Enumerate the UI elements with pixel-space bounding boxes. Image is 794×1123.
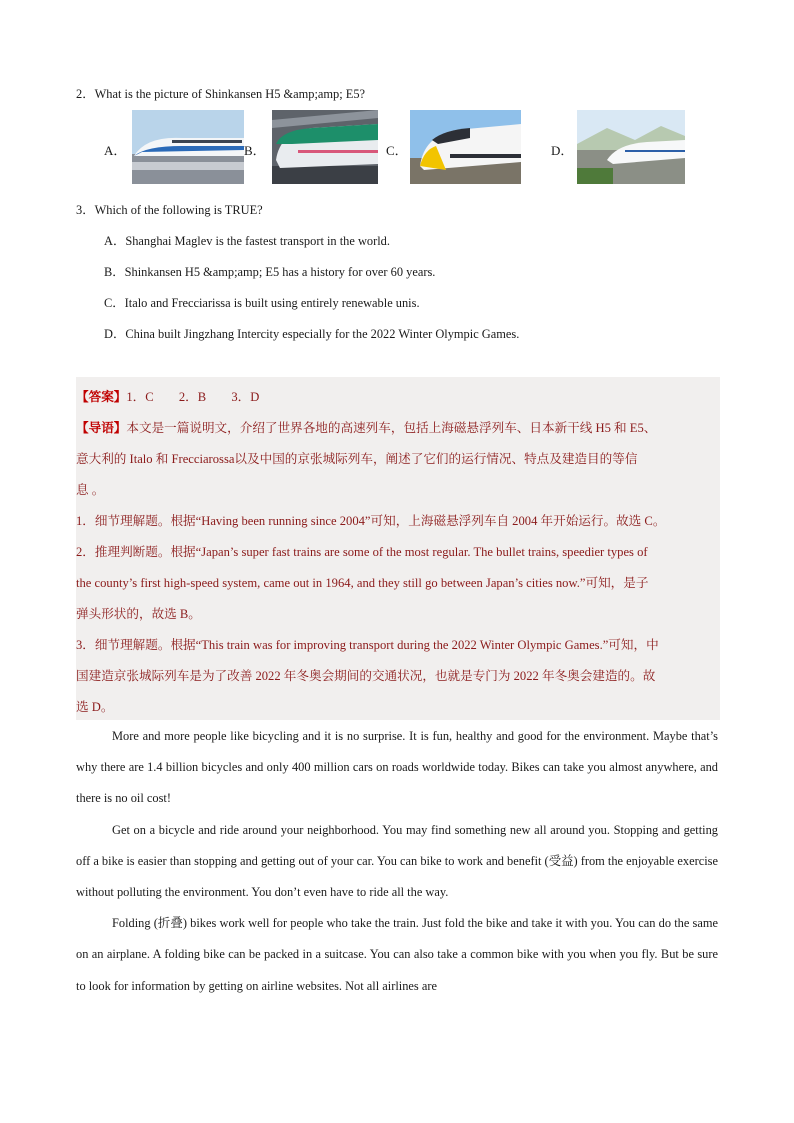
explanation-line-5: 3．细节理解题。根据“This train was for improving transport during the 2022 Winter Olympic Games.”可知，中 <box>76 638 659 652</box>
guide-tag: 【导语】 <box>76 421 127 435</box>
guide-line-3: 息 。 <box>76 483 105 497</box>
guide-text-1: 本文是一篇说明文，介绍了世界各地的高速列车，包括上海磁悬浮列车、日本新干线 H5 和 E5、 <box>126 421 657 435</box>
explanation-line-3: the county’s first high-speed system, came out in 1964, and they still go between Japan’s cities now.”可知，是子 <box>76 576 649 590</box>
intercity-train-photo[interactable] <box>577 110 685 184</box>
option-d-label: D． <box>551 143 574 158</box>
question-2-stem: 2．What is the picture of Shinkansen H5 &amp;amp; E5? <box>76 87 366 101</box>
passage-paragraph-2: Get on a bicycle and ride around your neighborhood. You may find something new all around you. Stopping and getting off a bike is easier than stopping and getting out of your car. You can bike to work and benefit (受益) from the enjoyable exercise without polluting the environment. You don’t even have to ride all the way. <box>76 822 718 900</box>
italo-train-photo[interactable] <box>410 110 521 184</box>
explanation-line-4: 弹头形状的，故选 B。 <box>76 607 201 621</box>
explanation-line-2: 2．推理判断题。根据“Japan’s super fast trains are some of the most regular. The bullet trains, speedier types of <box>76 545 648 559</box>
question-3-option-b: B．Shinkansen H5 &amp;amp; E5 has a history for over 60 years. <box>104 265 436 279</box>
question-3-option-c: C．Italo and Frecciarissa is built using entirely renewable unis. <box>104 296 420 310</box>
question-3-option-a: A．Shanghai Maglev is the fastest transport in the world. <box>104 234 390 248</box>
answer-line <box>76 386 259 405</box>
answer-text: 1．C 2．B 3．D <box>126 390 260 404</box>
answer-tag: 【答案】 <box>76 390 127 404</box>
option-a-label: A． <box>104 143 127 158</box>
explanation-line-6: 国建造京张城际列车是为了改善 2022 年冬奥会期间的交通状况，也就是专门为 2022 年冬奥会建造的。故 <box>76 669 656 683</box>
guide-line-1 <box>76 417 656 436</box>
question-3-stem: 3．Which of the following is TRUE? <box>76 203 263 217</box>
passage-paragraph-3: Folding (折叠) bikes work well for people who take the train. Just fold the bike and take it with you. You can do the same on an airplane. A folding bike can be packed in a suitcase. You can also take a common bike with you when you fly. But be sure to look for information by getting on airline websites. Not all airlines are <box>76 916 718 993</box>
option-b-label: B． <box>244 143 266 158</box>
option-c-label: C． <box>386 143 408 158</box>
explanation-line-1: 1．细节理解题。根据“Having been running since 2004”可知，上海磁悬浮列车自 2004 年开始运行。故选 C。 <box>76 514 666 528</box>
reading-passage <box>76 721 718 1002</box>
shinkansen-e5-photo[interactable] <box>272 110 378 184</box>
passage-paragraph-1: More and more people like bicycling and it is no surprise. It is fun, healthy and good for the environment. Maybe that’s why there are 1.4 billion bicycles and only 400 million cars on roads worldwide today. Bikes can take you almost anywhere, and there is no oil cost! <box>76 729 718 806</box>
guide-line-2: 意大利的 Italo 和 Frecciarossa以及中国的京张城际列车，阐述了它们的运行情况、特点及建造目的等信 <box>76 452 638 466</box>
explanation-line-7: 选 D。 <box>76 700 114 714</box>
question-3-option-d: D．China built Jingzhang Intercity especially for the 2022 Winter Olympic Games. <box>104 327 520 341</box>
maglev-train-photo[interactable] <box>132 110 244 184</box>
question-2-image-options <box>0 110 794 186</box>
